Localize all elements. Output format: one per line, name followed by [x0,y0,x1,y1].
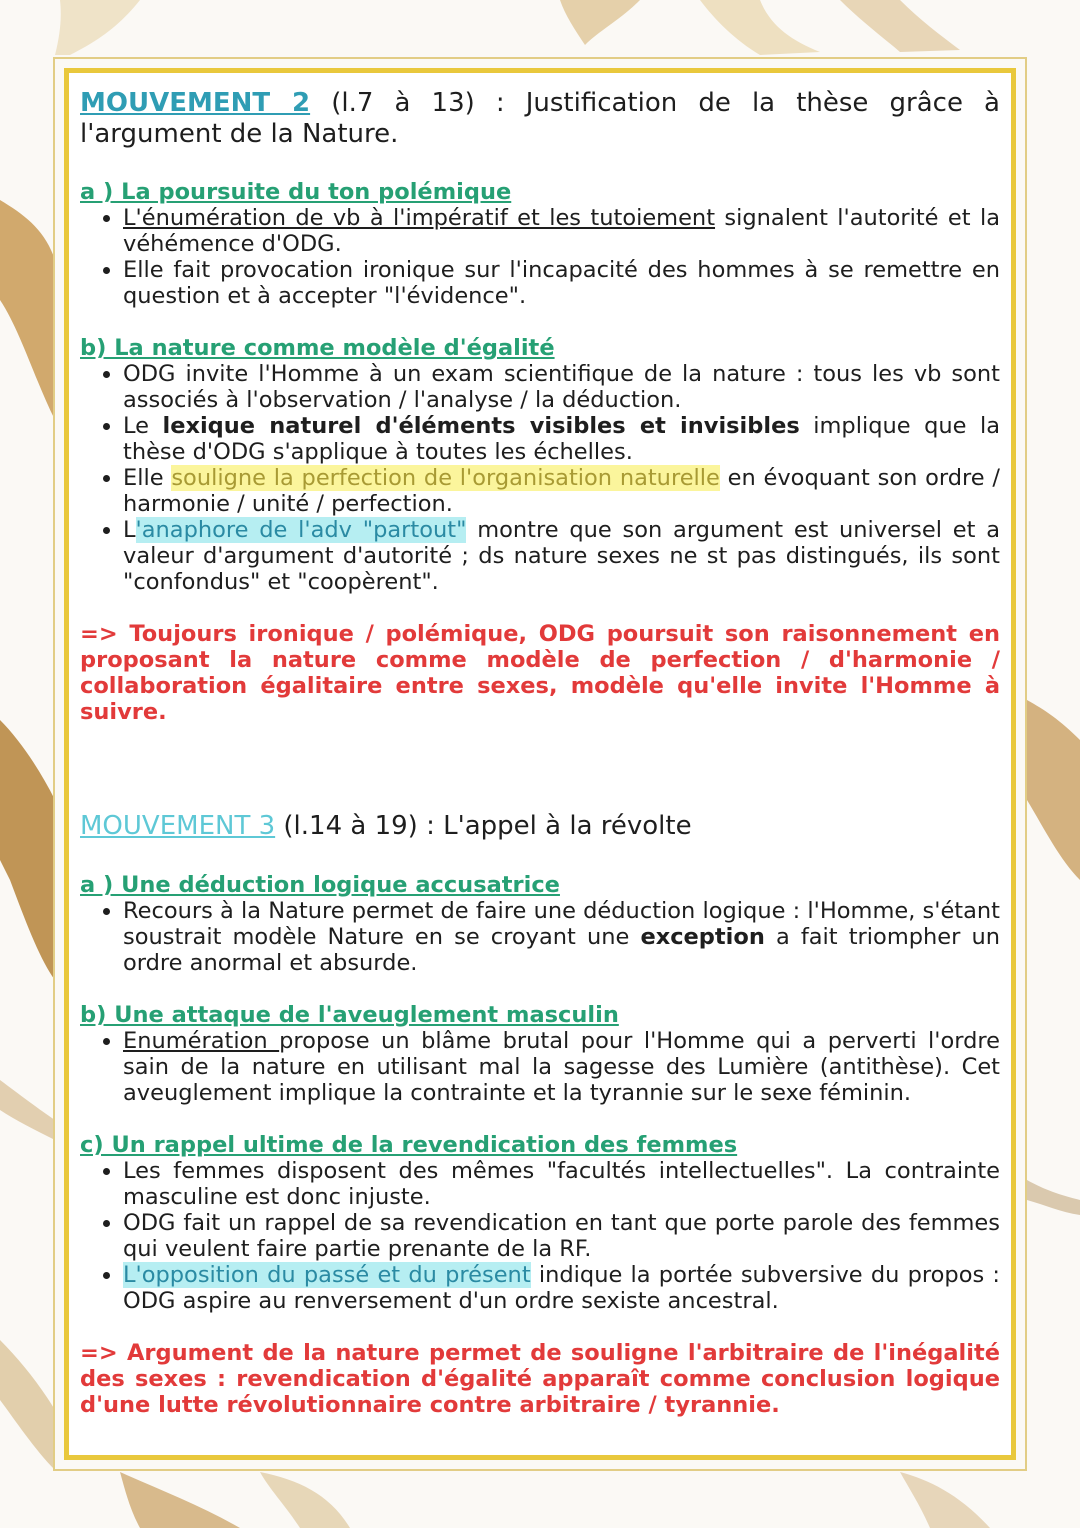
movement-3-heading [80,811,1000,842]
section-3b-list [80,1028,1000,1106]
section-3c-heading: c) Un rappel ultime de la revendication des femmes [80,1132,738,1158]
list-item-text: L [123,517,136,543]
section-2b-heading: b) La nature comme modèle d'égalité [80,335,555,361]
movement-3-title: (l.14 à 19) : L'appel à la révolte [275,811,692,841]
section-3c-list [80,1158,1000,1314]
underlined-text: L'énumération de vb à l'impératif et les tutoiement [123,205,716,231]
section-3a-heading: a ) Une déduction logique accusatrice [80,872,560,898]
list-item-text: Les femmes disposent des mêmes "facultés intellectuelles". La contrainte masculine est donc injuste. [123,1158,1000,1210]
list-item [123,1210,1000,1262]
movement-2-conclusion: => Toujours ironique / polémique, ODG poursuit son raisonnement en proposant la nature comme modèle de perfection / d'harmonie / collaboration égalitaire entre sexes, modèle qu'elle invite l'Homme à suivre. [80,621,1000,725]
section-3a-list [80,898,1000,976]
underlined-text: Enumération [123,1028,280,1054]
document-content [80,88,1000,1418]
list-item-text: Le [123,413,163,439]
list-item-text: propose un blâme brutal pour l'Homme qui a perverti l'ordre sain de la nature en utilisant mal la sagesse des Lumière (antithèse). Cet aveuglement implique la contrainte et la tyrannie sur le sexe féminin. [123,1028,1000,1106]
list-item-text: Recours à la Nature permet de faire une déduction logique : l'Homme, s'étant soustrait modèle Nature en se croyant une [123,898,1000,950]
movement-2-heading [80,88,1000,150]
list-item-text: ODG fait un rappel de sa revendication en tant que porte parole des femmes qui veulent faire partie prenante de la RF. [123,1210,1000,1262]
list-item [123,465,1000,517]
section-3b-heading: b) Une attaque de l'aveuglement masculin [80,1002,619,1028]
list-item-text: signalent l'autorité et la véhémence d'ODG. [123,205,1000,257]
list-item [123,205,1000,257]
list-item-text: Elle fait provocation ironique sur l'incapacité des hommes à se remettre en question et à accepter "l'évidence". [123,257,1000,309]
list-item-text: implique que la thèse d'ODG s'applique à toutes les échelles. [123,413,1000,465]
list-item-text: a fait triompher un ordre anormal et absurde. [123,924,1000,976]
list-item [123,1262,1000,1314]
list-item-text: indique la portée subversive du propos : ODG aspire au renversement d'un ordre sexiste ancestral. [123,1262,1001,1314]
list-item [123,1028,1000,1106]
list-item [123,257,1000,309]
cyan-highlight: 'anaphore de l'adv "partout" [135,517,467,543]
list-item [123,413,1000,465]
list-item [123,361,1000,413]
list-item [123,1158,1000,1210]
movement-2-label: MOUVEMENT 2 [80,88,311,118]
section-2b-list [80,361,1000,595]
section-2a-heading: a ) La poursuite du ton polémique [80,179,512,205]
list-item [123,898,1000,976]
movement-2-title: (l.7 à 13) : Justification de la thèse grâce à l'argument de la Nature. [80,88,1000,149]
bold-text: lexique naturel d'éléments visibles et invisibles [162,413,800,439]
movement-3-label: MOUVEMENT 3 [80,811,276,841]
list-item-text: montre que son argument est universel et a valeur d'argument d'autorité ; ds nature sexes ne st pas distingués, ils sont "confondus" et "coopèrent". [123,517,1000,595]
section-2a-list [80,205,1000,309]
cyan-highlight: L'opposition du passé et du présent [123,1262,531,1288]
list-item-text: ODG invite l'Homme à un exam scientifique de la nature : tous les vb sont associés à l'observation / l'analyse / la déduction. [123,361,1000,413]
list-item-text: Elle [123,465,172,491]
movement-3-conclusion: => Argument de la nature permet de souligne l'arbitraire de l'inégalité des sexes : revendication d'égalité apparaît comme conclusion logique d'une lutte révolutionnaire contre arbitraire / tyrannie. [80,1340,1000,1418]
bold-text: exception [640,924,765,950]
list-item-text: en évoquant son ordre / harmonie / unité / perfection. [123,465,1000,517]
yellow-highlight: souligne la perfection de l'organisation naturelle [171,465,720,491]
list-item [123,517,1000,595]
